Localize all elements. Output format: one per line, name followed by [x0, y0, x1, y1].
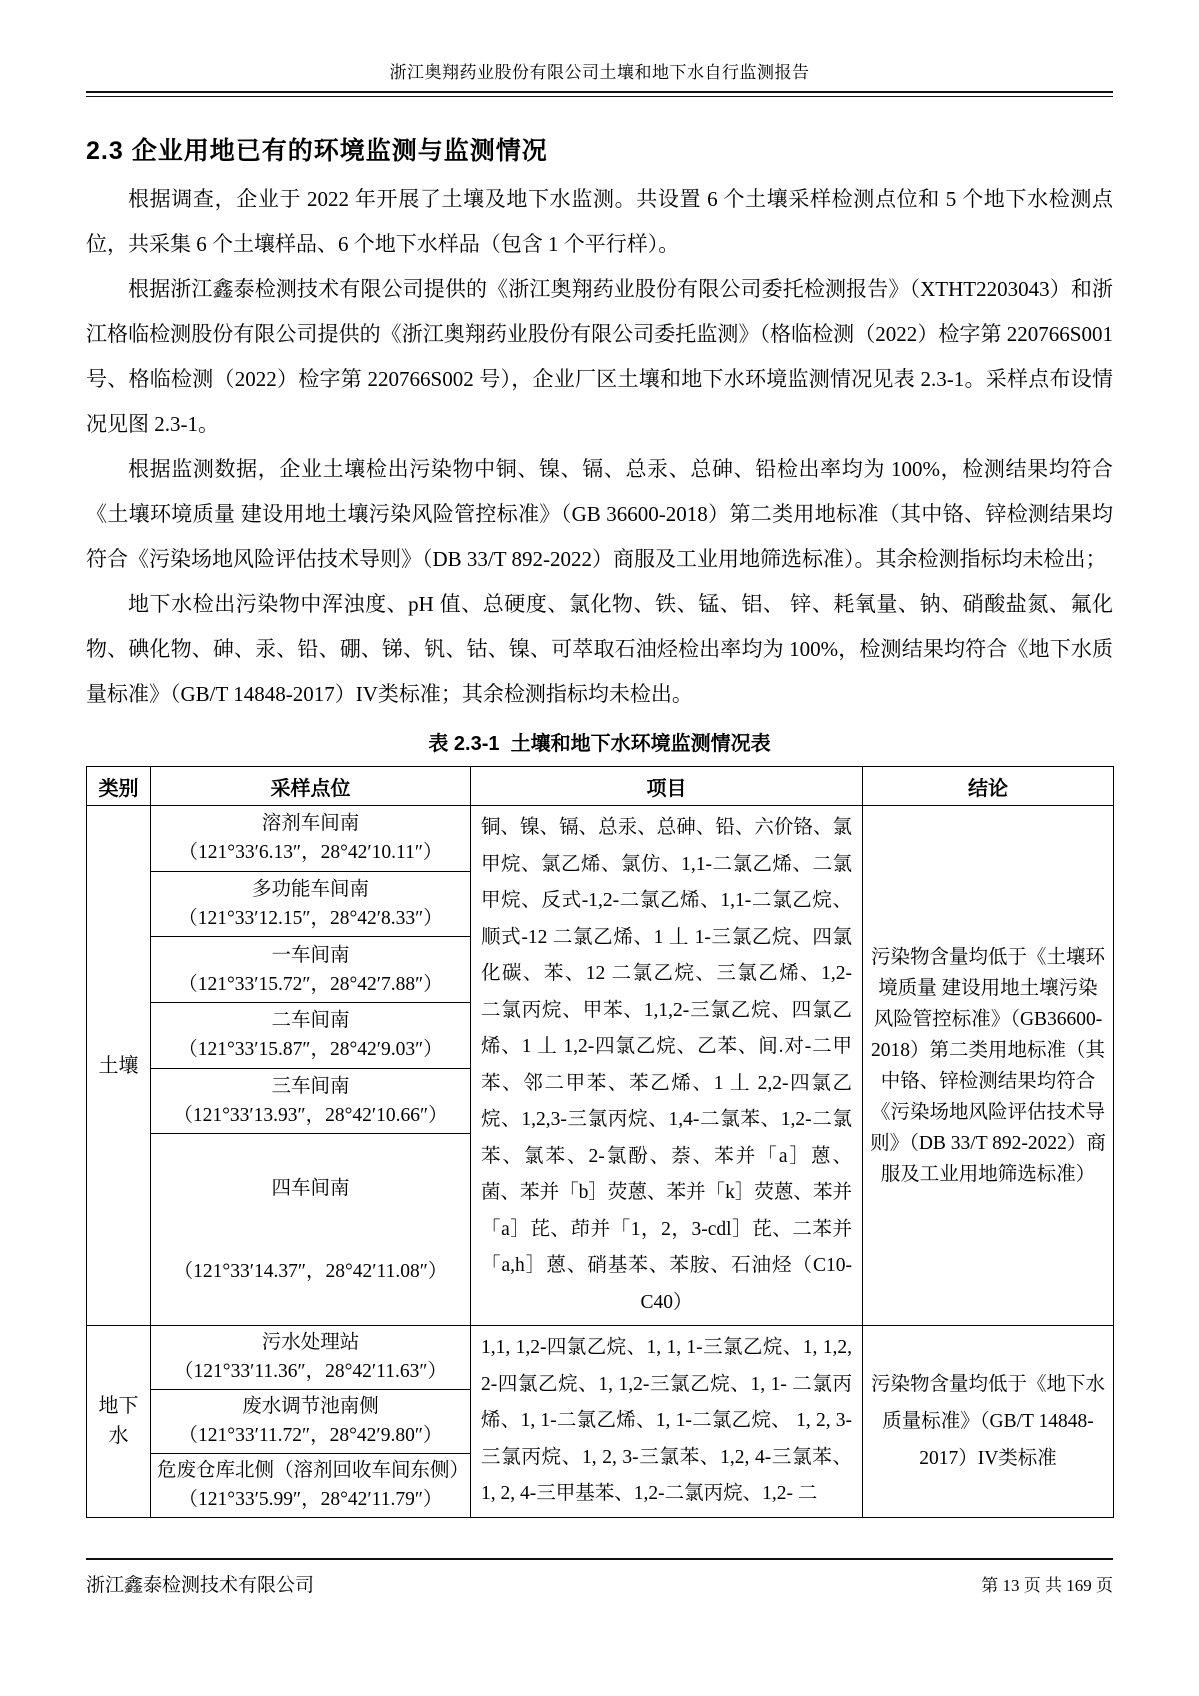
- category-cell-groundwater: 地下水: [87, 1326, 151, 1518]
- sample-point-cell: [151, 1389, 471, 1453]
- sample-point-name: 废水调节池南侧: [242, 1396, 379, 1418]
- col-header-items: 项目: [471, 767, 863, 806]
- sample-point-coords: （121°33′11.36″，28°42′11.63″）: [174, 1361, 447, 1383]
- sample-point-cell: [151, 1134, 471, 1326]
- sample-point-name: 一车间南: [271, 944, 350, 966]
- paragraph-survey: 根据调查，企业于 2022 年开展了土壤及地下水监测。共设置 6 个土壤采样检测点位和 5 个地下水检测点位，共采集 6 个土壤样品、6 个地下水样品（包含 1 个平行样）。: [86, 187, 1113, 256]
- section-title: 2.3 企业用地已有的环境监测与监测情况: [86, 137, 548, 165]
- sample-point-name: 溶剂车间南: [261, 813, 360, 835]
- sample-point-name: 多功能车间南: [251, 878, 369, 900]
- sample-point-coords: （121°33′11.72″，28°42′9.80″）: [178, 1425, 443, 1447]
- table-caption: 表 2.3-1 土壤和地下水环境监测情况表: [428, 733, 771, 755]
- paragraph-groundwater-results: 地下水检出污染物中浑浊度、pH 值、总硬度、氯化物、铁、锰、铝、 锌、耗氧量、钠、硝酸盐氮、氟化物、碘化物、砷、汞、铅、硼、锑、钒、钴、镍、可萃取石油烃检出率均为 100%，检测结果均符合《地下水质量标准》（GB/T 14848-2017）IV类标准；其余检测指标均未检出。: [86, 592, 1113, 706]
- table-row: [87, 806, 1114, 872]
- sample-point-coords: （121°33′5.99″，28°42′11.79″）: [178, 1489, 443, 1511]
- paragraph-reports: 根据浙江鑫泰检测技术有限公司提供的《浙江奥翔药业股份有限公司委托检测报告》（XTHT2203043）和浙江格临检测股份有限公司提供的《浙江奥翔药业股份有限公司委托监测》（格临检测（2022）检字第 220766S001 号、格临检测（2022）检字第 220766S002 号），企业厂区土壤和地下水环境监测情况见表 2.3-1。采样点布设情况见图 2.3-1。: [86, 277, 1113, 436]
- monitoring-table: [86, 766, 1114, 1518]
- running-footer: [86, 1558, 1113, 1597]
- table-header-row: [87, 767, 1114, 806]
- sample-point-coords: （121°33′15.87″，28°42′9.03″）: [178, 1039, 443, 1061]
- sample-point-cell: [151, 937, 471, 1003]
- footer-rule: [86, 1558, 1113, 1560]
- sample-point-name: 四车间南: [271, 1177, 350, 1199]
- sample-point-coords: （121°33′6.13″，28°42′10.11″）: [178, 842, 443, 864]
- col-header-sample-point: 采样点位: [151, 767, 471, 806]
- sample-point-name: 三车间南: [271, 1075, 350, 1097]
- sample-point-coords: （121°33′15.72″，28°42′7.88″）: [178, 973, 443, 995]
- sample-point-name: 危废仓库北侧（溶剂回收车间东侧）: [157, 1460, 470, 1482]
- sample-point-cell: [151, 1453, 471, 1517]
- conclusion-cell-groundwater: 污染物含量均低于《地下水质量标准》（GB/T 14848-2017）IV类标准: [863, 1326, 1114, 1518]
- paragraph-soil-results: 根据监测数据，企业土壤检出污染物中铜、镍、镉、总汞、总砷、铅检出率均为 100%，检测结果均符合《土壤环境质量 建设用地土壤污染风险管控标准》（GB 36600-2018）第二类用地标准（其中铬、锌检测结果均符合《污染场地风险评估技术导则》（DB 33/T 892-2022）商服及工业用地筛选标准）。其余检测指标均未检出；: [86, 457, 1113, 571]
- sample-point-cell: [151, 1002, 471, 1068]
- sample-point-coords: （121°33′13.93″，28°42′10.66″）: [173, 1104, 448, 1126]
- table-row: [87, 1326, 1114, 1390]
- sample-point-name: 二车间南: [271, 1010, 350, 1032]
- footer-company: 浙江鑫泰检测技术有限公司: [86, 1575, 315, 1596]
- col-header-conclusion: 结论: [863, 767, 1114, 806]
- sample-point-name: 污水处理站: [261, 1332, 360, 1354]
- items-cell-soil: 铜、镍、镉、总汞、总砷、铅、六价铬、氯甲烷、氯乙烯、氯仿、1,1-二氯乙烯、二氯甲烷、反式-1,2-二氯乙烯、1,1-二氯乙烷、顺式-12 二氯乙烯、1 丄 1-三氯乙烷、四氯化碳、苯、12 二氯乙烷、三氯乙烯、1,2- 二氯丙烷、甲苯、1,1,2-三氯乙烷、四氯乙烯、1 丄 1,2-四氯乙烷、乙苯、间.对-二甲苯、邻二甲苯、苯乙烯、1 丄 2,2-四氯乙烷、1,2,3-三氯丙烷、1,4-二氯苯、1,2-二氯苯、氯苯、2-氯酚、萘、苯并「a］蒽、菌、苯并「b］荧蒽、苯并「k］荧蒽、苯并「a］芘、茚并「1，2，3-cdl］芘、二苯并「a,h］蒽、硝基苯、苯胺、石油烃（C10-C40）: [471, 806, 863, 1326]
- sample-point-cell: [151, 871, 471, 937]
- items-cell-groundwater: 1,1, 1,2-四氯乙烷、1, 1, 1-三氯乙烷、1, 1,2, 2-四氯乙烷、1, 1,2-三氯乙烷、1, 1- 二氯丙烯、1, 1-二氯乙烯、1, 1-二氯乙烷、 1, 2, 3-三氯丙烷、1, 2, 3-三氯苯、1,2, 4-三氯苯、1, 2, 4-三甲基苯、1,2-二氯丙烷、1,2- 二: [471, 1326, 863, 1518]
- sample-point-cell: [151, 1326, 471, 1390]
- running-header-title: 浙江奥翔药业股份有限公司土壤和地下水自行监测报告: [389, 63, 810, 82]
- header-rule: [86, 91, 1113, 97]
- sample-point-cell: [151, 1068, 471, 1134]
- col-header-category: 类别: [87, 767, 151, 806]
- conclusion-cell-soil: 污染物含量均低于《土壤环境质量 建设用地土壤污染风险管控标准》（GB36600-2018）第二类用地标准（其中铬、锌检测结果均符合《污染场地风险评估技术导则》（DB 33/T 892-2022）商服及工业用地筛选标准）: [863, 806, 1114, 1326]
- sample-point-coords: （121°33′14.37″，28°42′11.08″）: [173, 1260, 448, 1282]
- sample-point-cell: [151, 806, 471, 872]
- category-cell-soil: 土壤: [87, 806, 151, 1326]
- sample-point-coords: （121°33′12.15″，28°42′8.33″）: [178, 907, 443, 929]
- footer-page-number: 第 13 页 共 169 页: [981, 1576, 1113, 1595]
